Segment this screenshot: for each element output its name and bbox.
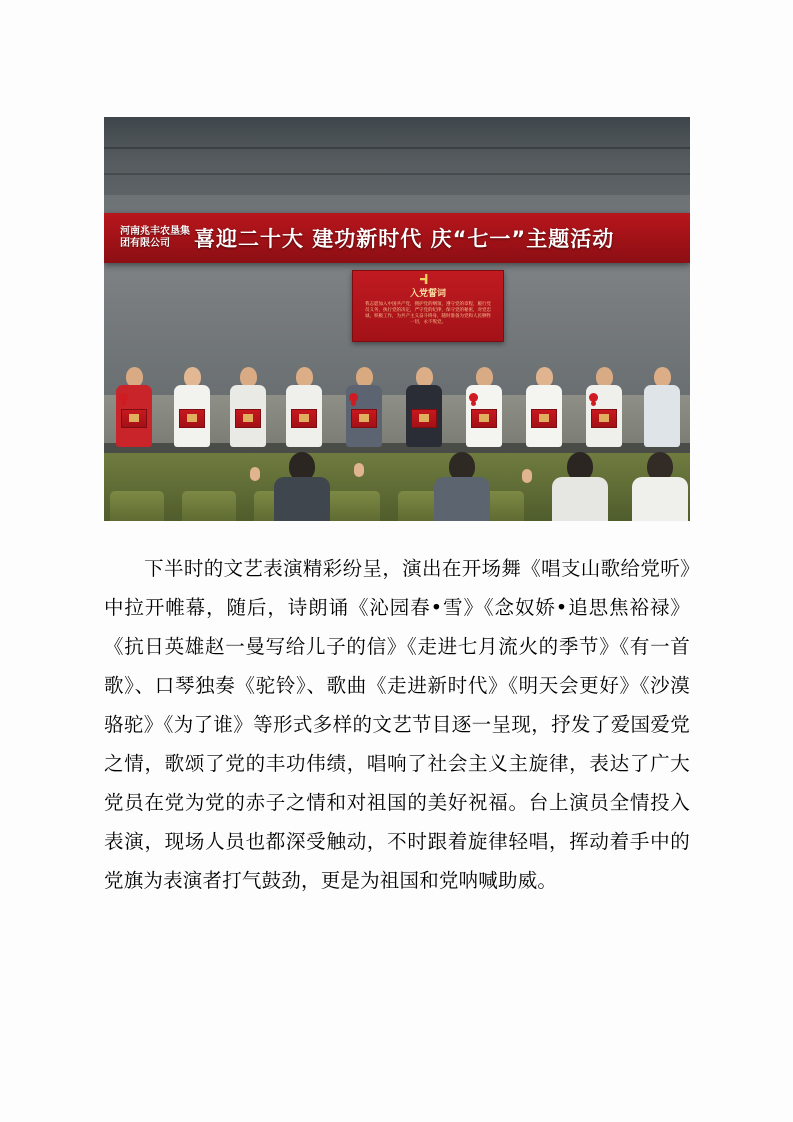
stage-person: [174, 367, 210, 447]
stage-person: [526, 367, 562, 447]
certificate: [531, 409, 557, 428]
person-head: [240, 367, 257, 387]
audience-body: [434, 477, 490, 521]
stage-person: [230, 367, 266, 447]
certificate: [235, 409, 261, 428]
photo-ceiling: [104, 117, 690, 195]
oath-board-title: 入党誓词: [409, 289, 446, 299]
oath-board-body: 我志愿加入中国共产党，拥护党的纲领，遵守党的章程，履行党员义务，执行党的决定，严守党的纪律，保守党的秘密，对党忠诚，积极工作，为共产主义奋斗终身，随时准备为党和人民牺牲一切，永不叛党。: [365, 302, 491, 325]
oath-board: [352, 270, 504, 342]
certificate: [179, 409, 205, 428]
paragraph-text: 下半时的文艺表演精彩纷呈，演出在开场舞《唱支山歌给党听》中拉开帷幕，随后，诗朗诵《沁园春•雪》《念奴娇•追思焦裕禄》《抗日英雄赵一曼写给儿子的信》《走进七月流火的季节》《有一首歌》、口琴独奏《驼铃》、歌曲《走进新时代》《明天会更好》《沙漠骆驼》《为了谁》等形式多样的文艺节目逐一呈现，抒发了爱国爱党之情，歌颂了党的丰功伟绩，唱响了社会主义主旋律，表达了广大党员在党为党的赤子之情和对祖国的美好祝福。台上演员全情投入表演，现场人员也都深受触动，不时跟着旋律轻唱，挥动着手中的党旗为表演者打气鼓劲，更是为祖国和党呐喊助威。: [104, 557, 690, 892]
article-paragraph: [104, 549, 690, 900]
ribbon-flower-icon: [119, 393, 128, 402]
audience-person: [274, 452, 330, 521]
certificate: [351, 409, 377, 428]
chair-back: [110, 491, 164, 521]
person-head: [296, 367, 313, 387]
chair-back: [182, 491, 236, 521]
audience-body: [552, 477, 608, 521]
stage-person: [466, 367, 502, 447]
person-body: [174, 385, 210, 447]
stage-person: [586, 367, 622, 447]
person-head: [416, 367, 433, 387]
raised-hand: [522, 469, 532, 483]
document-content: [104, 117, 690, 920]
person-body: [586, 385, 622, 447]
person-head: [356, 367, 373, 387]
person-head: [476, 367, 493, 387]
person-head: [126, 367, 143, 387]
person-head: [596, 367, 613, 387]
ribbon-flower-icon: [469, 393, 478, 402]
audience-person: [632, 452, 688, 521]
chair-back: [326, 491, 380, 521]
certificate: [291, 409, 317, 428]
person-body: [346, 385, 382, 447]
event-photo: [104, 117, 690, 521]
person-head: [184, 367, 201, 387]
banner-organization-text: 河南兆丰农垦集团有限公司: [120, 226, 190, 249]
person-head: [536, 367, 553, 387]
certificate: [411, 409, 437, 428]
person-body: [286, 385, 322, 447]
stage-person: [346, 367, 382, 447]
banner-title-text: 喜迎二十大 建功新时代 庆“七一”主题活动: [194, 227, 615, 251]
stage-person: [644, 367, 680, 447]
stage-person: [406, 367, 442, 447]
certificate: [471, 409, 497, 428]
audience-person: [434, 452, 490, 521]
stage-banner: [104, 213, 690, 263]
audience-area: [104, 453, 690, 521]
person-body: [230, 385, 266, 447]
person-body: [526, 385, 562, 447]
person-body: [466, 385, 502, 447]
certificate: [121, 409, 147, 428]
ribbon-flower-icon: [349, 393, 358, 402]
stage-person: [116, 367, 152, 447]
raised-hand: [354, 463, 364, 477]
stage-person: [286, 367, 322, 447]
audience-body: [632, 477, 688, 521]
certificate: [591, 409, 617, 428]
person-body: [644, 385, 680, 447]
audience-body: [274, 477, 330, 521]
ribbon-flower-icon: [589, 393, 598, 402]
person-body: [116, 385, 152, 447]
raised-hand: [250, 467, 260, 481]
person-head: [654, 367, 671, 387]
person-body: [406, 385, 442, 447]
audience-person: [552, 452, 608, 521]
party-emblem-icon: [420, 274, 436, 284]
